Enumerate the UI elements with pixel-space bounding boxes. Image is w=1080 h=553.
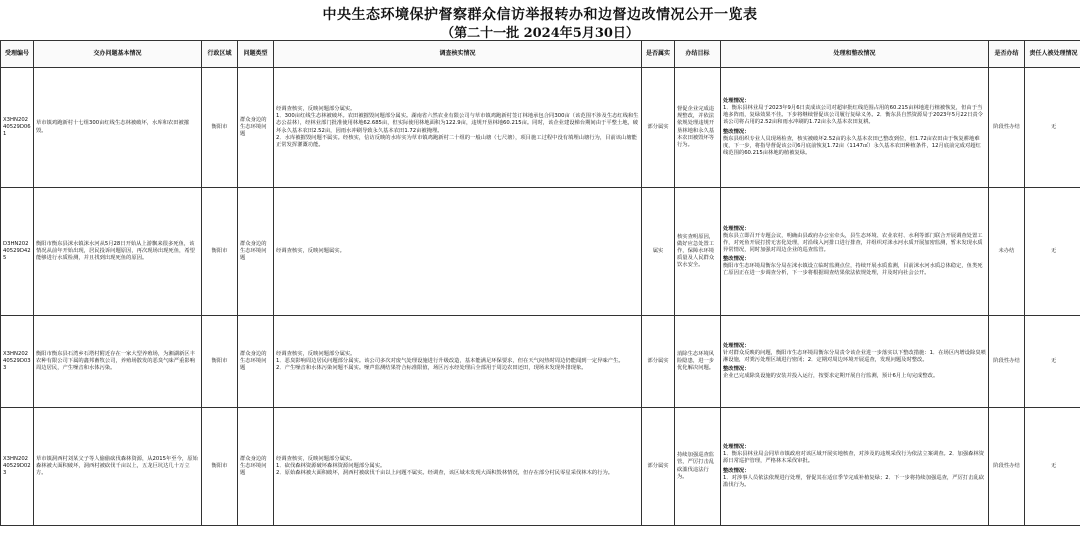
handling-text: 1．衡东县林业局于2023年9月6日责成该公司对超审批红线范围占用的60.215亩林地进行植被恢复，但由于当地多阵雨，复绿效果不佳。下步将继续督促该公司履行复绿义务。2．衡东县自然资源局于2023年5月22日责令该公司将占用的2.52亩和雨水冲刷的1.72亩永久基本农田复耕。 [723, 105, 984, 126]
cell-done: 阶段性办结 [989, 68, 1025, 188]
header-region: 行政区域 [202, 41, 238, 68]
cell-type: 群众身边的生态环境问题 [238, 68, 274, 188]
cell-verified: 部分属实 [642, 68, 675, 188]
header-done: 是否办结 [989, 41, 1025, 68]
cell-done: 阶段性办结 [989, 316, 1025, 408]
cell-done: 阶段性办结 [989, 408, 1025, 526]
cell-handling [721, 316, 989, 408]
cell-issue: 草市镇鸡跑新村十七组300亩红线生态林被破坏，水库和农田被摧毁。 [34, 68, 202, 188]
handling-heading: 整改情况： [723, 366, 750, 373]
handling-text: 1．衡东县林业局会同草市镇政府对该区域开展实地核查，对涉及的违规采伐行为依法立案调查。2．加强森林资源日常巡护管理，严格林木采伐审批。 [723, 451, 984, 465]
cell-goal: 督促企业完成违规整改，并依法依规处理违规开垦林地和永久基本农田被毁坏等行为。 [675, 68, 721, 188]
investigation-paragraph: 经调查核实，反映问题部分属实。 [276, 106, 356, 113]
handling-text: 企业已完成除臭设施的安装并投入运行，按要求定期开展自行监测，预计6月上旬完成整改。 [723, 373, 939, 380]
cell-punish: 无 [1025, 316, 1080, 408]
cell-investigation [274, 188, 642, 316]
cell-region: 衡阳市 [202, 316, 238, 408]
cell-issue: 草市镇洞西村刘某父子等人偷偷砍伐森林资源，从2015年至今，原始森林被大面积破坏，洞西村被砍伐千亩以上，五龙巨坑达几十万立方。 [34, 408, 202, 526]
page-subtitle: （第二十一批 2024年5月30日） [441, 26, 639, 41]
handling-heading: 整改情况： [723, 256, 750, 263]
table-row [1, 316, 1080, 408]
investigation-paragraph: 2．原始森林被大面积破坏，洞西村被砍伐千亩以上问题不属实。经调查，该区域未发现大面积毁林情况，但存在部分村民零星采伐林木的行为。 [276, 470, 614, 477]
header-investigation: 调查核实情况 [274, 41, 642, 68]
handling-text: 衡东县立即召开专题会议，明确由县政府办公室牵头，县生态环境、农业农村、水利等部门联合开展调查处置工作，对死鱼开展打捞无害化处理，对沿线入河排口进行排查，并组织对洣水河水质开展加密监测，暂未发现水质异常情况，同时加强对周边企业的巡查监管。 [723, 232, 983, 253]
cell-verified: 属实 [642, 188, 675, 316]
cell-investigation [274, 408, 642, 526]
cell-region: 衡阳市 [202, 408, 238, 526]
handling-heading: 整改情况： [723, 128, 750, 135]
cell-punish: 无 [1025, 188, 1080, 316]
table-header-row [1, 41, 1080, 68]
header-verified: 是否属实 [642, 41, 675, 68]
investigation-paragraph: 1．恶臭影响周边居民问题部分属实。该公司多次对废气处理设施进行升级改造，基本能满足环保要求，但在天气闷热时周边仍能闻到一定异味产生。 [276, 357, 624, 364]
cell-issue: 衡阳市衡东县洣水镇洣水河从5月28日开始从上游飘来很多死鱼，该情况从前年开始出现，居民投诉问题原因，再次现场出现死鱼，希望能够进行水质检测，并且找到出现死鱼的原因。 [34, 188, 202, 316]
report-table [0, 40, 1080, 526]
cell-goal: 持续加强巡查监管，严厉打击乱砍滥伐违法行为。 [675, 408, 721, 526]
investigation-paragraph: 经调查核实，反映问题属实。 [276, 247, 345, 254]
cell-goal: 消除生态环境风险隐患，进一步优化解决问题。 [675, 316, 721, 408]
cell-verified: 部分属实 [642, 408, 675, 526]
table-row [1, 408, 1080, 526]
investigation-paragraph: 2．产生噪音和水体污染问题不属实。噪声监测结果符合标准限值，场区污水经处理后全部用于周边农田还田，现场未发现外排现象。 [276, 365, 587, 372]
handling-text: 1．对涉事人员依法依规进行处理，督促其在适宜季节完成补植复绿；2．下一步将持续加强巡查，严厉打击乱砍滥伐行为。 [723, 474, 984, 488]
cell-punish: 无 [1025, 68, 1080, 188]
handling-text: 针对群众反映的问题，衡阳市生态环境局衡东分局责令该企业进一步落实以下整改措施：1．在场区内增设除臭喷淋设施，对粪污处理区域进行密闭；2．定期对周边环境开展巡查，发现问题及时整改。 [723, 349, 986, 363]
cell-region: 衡阳市 [202, 188, 238, 316]
table-row [1, 68, 1080, 188]
cell-handling [721, 188, 989, 316]
page-title: 中央生态环境保护督察群众信访举报转办和边督边改情况公开一览表 [322, 7, 758, 23]
handling-heading: 处理情况： [723, 444, 750, 451]
handling-heading: 整改情况： [723, 467, 750, 474]
investigation-paragraph: 1．砍伐森林资源破坏森林资源问题部分属实。 [276, 462, 386, 469]
header-goal: 办结目标 [675, 41, 721, 68]
investigation-paragraph: 2．水库被摧毁问题不属实。经核实，信访反映的水库实为草市镇鸡跑新村二十组的一般山塘（七尺塘），项目施工过程中没有填埋山塘行为，目前该山塘能正常发挥灌溉功能。 [276, 134, 637, 148]
handling-heading: 处理情况： [723, 97, 750, 104]
cell-investigation [274, 316, 642, 408]
cell-verified: 部分属实 [642, 316, 675, 408]
handling-text: 衡阳市生态环境局衡东分局在洣水镇设立临时监测点位，持续开展水质监测，目前洣水河水质总体稳定，鱼类死亡原因正在进一步调查分析，下一步将根据调查结果依法依规处理，并及时向社会公开。 [723, 263, 983, 277]
cell-id: X3HN20240529D033 [1, 316, 34, 408]
cell-issue: 衡阳市衡东县石湾乡石塔村附近存在一家大型养殖场，为湘湖新区丰农种有限公司下属的鑫邦畜牧公司，养殖场散发的恶臭气味严重影响周边居民，产生噪音和水体污染。 [34, 316, 202, 408]
handling-heading: 处理情况： [723, 225, 750, 232]
header-issue: 交办问题基本情况 [34, 41, 202, 68]
cell-goal: 核实查明原因，做好应急处置工作，保障水环境质量及人民群众饮水安全。 [675, 188, 721, 316]
table-row [1, 188, 1080, 316]
investigation-paragraph: 1．300亩红线生态林被破坏。农田被摧毁问题部分属实。湖南省六然农业有限公司与草市镇鸡跑新村签订林地承包合同300亩（该范围不涉及生态红线和生态公益林），经林业部门批准使用林地62.685亩，但实际使用林地面积为122.9亩，违规开垦林地60.215亩。同时，该企业建设梯台期间由于平整土地，破坏永久基本农田2.52亩，因雨水冲刷导致永久基本农田1.72亩被掩埋。 [276, 113, 639, 134]
cell-investigation [274, 68, 642, 188]
cell-type: 群众身边的生态环境问题 [238, 316, 274, 408]
cell-region: 衡阳市 [202, 68, 238, 188]
header-type: 问题类型 [238, 41, 274, 68]
investigation-paragraph: 经调查核实，反映问题部分属实。 [276, 350, 356, 357]
cell-done: 未办结 [989, 188, 1025, 316]
cell-handling [721, 68, 989, 188]
cell-punish: 无 [1025, 408, 1080, 526]
handling-text: 衡东县组织专业人员现场检查，核实被破坏2.52亩的永久基本农田已整改到位，但1.72亩农田由于恢复耕地难度，下一步，将指导督促该公司6月底前恢复1.72亩（1147㎡）永久基本农田种植条件，12月底前完成对超红线范围的60.215亩林地的植被复绿。 [723, 135, 981, 156]
cell-id: X3HN20240529D061 [1, 68, 34, 188]
header-id: 受理编号 [1, 41, 34, 68]
handling-heading: 处理情况： [723, 342, 750, 349]
cell-type: 群众身边的生态环境问题 [238, 408, 274, 526]
investigation-paragraph: 经调查核实，反映问题部分属实。 [276, 455, 356, 462]
cell-type: 群众身边的生态环境问题 [238, 188, 274, 316]
cell-handling [721, 408, 989, 526]
header-punish: 责任人被处理情况 [1025, 41, 1080, 68]
cell-id: X3HN20240529D023 [1, 408, 34, 526]
cell-id: D3HN20240529D425 [1, 188, 34, 316]
header-handling: 处理和整改情况 [721, 41, 989, 68]
